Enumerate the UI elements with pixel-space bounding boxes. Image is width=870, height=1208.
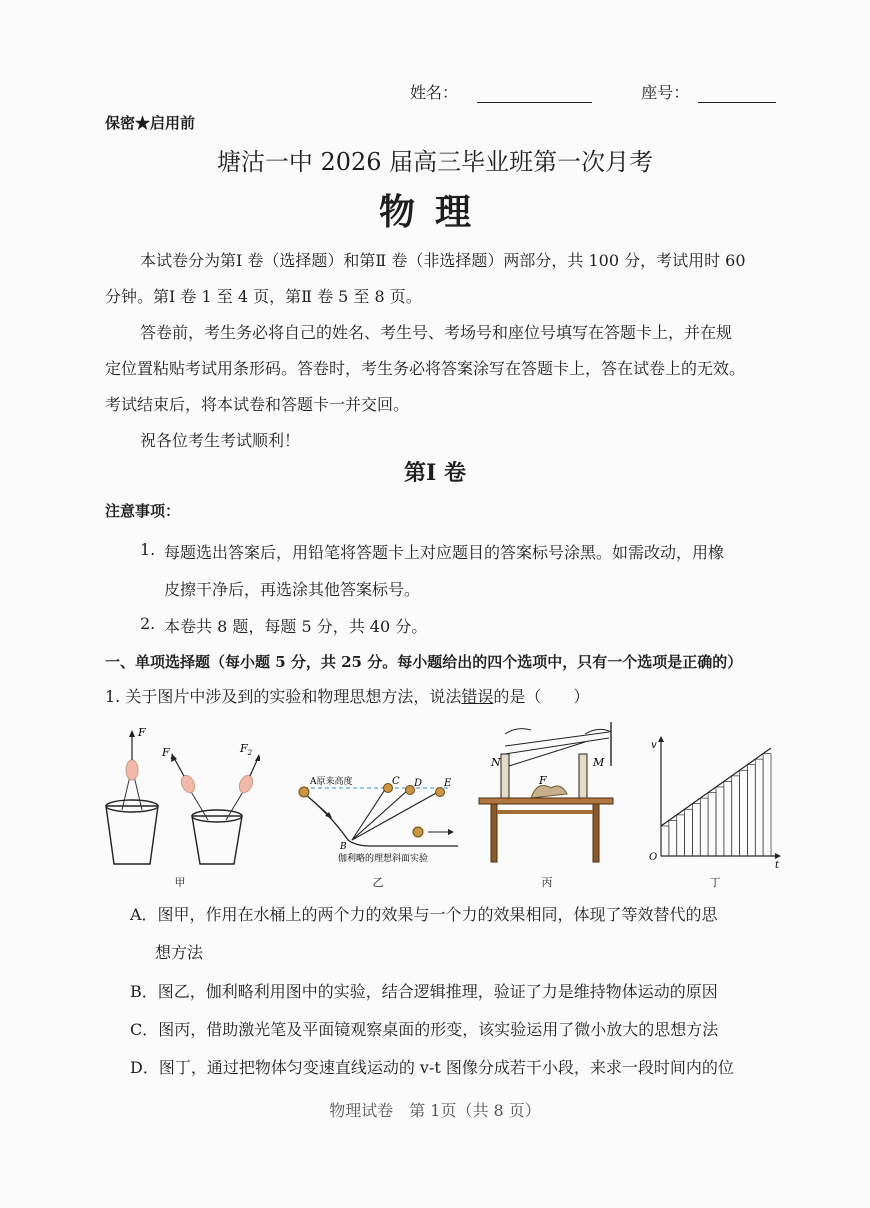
- seat-blank[interactable]: [698, 84, 776, 103]
- option-d: D．图丁，通过把物体匀变速直线运动的 v-t 图像分成若干小段，来求一段时间内的位: [130, 1058, 734, 1077]
- hand-icon: [126, 760, 138, 780]
- figure-yi: [290, 718, 465, 868]
- vt-strip: [763, 754, 771, 856]
- label-f: F: [138, 726, 146, 739]
- vt-strip: [716, 787, 724, 856]
- option-c: C．图丙，借助激光笔及平面镜观察桌面的形变，该实验运用了微小放大的思想方法: [130, 1020, 719, 1039]
- seat-label: 座号：: [641, 83, 690, 102]
- name-row: [410, 80, 776, 103]
- name-label: 姓名：: [410, 83, 459, 102]
- ramp-e: [352, 792, 438, 840]
- volume-title: 第Ⅰ 卷: [404, 460, 466, 486]
- hand-icon: [179, 773, 197, 794]
- label-v: v: [651, 740, 657, 751]
- caption-jia: 甲: [174, 876, 186, 889]
- label-c: C: [392, 776, 400, 787]
- laser-beam: [509, 742, 585, 766]
- figure-bing: [475, 718, 620, 868]
- rotation-arrow: [505, 729, 531, 734]
- subject-title: 物理: [378, 191, 491, 233]
- handle-line: [122, 776, 130, 810]
- ball-icon: [299, 787, 309, 797]
- arrowhead: [255, 754, 260, 761]
- option-a-line1: A．图甲，作用在水桶上的两个力的效果与一个力的效果相同，体现了等效替代的思: [130, 905, 718, 924]
- figure-ding: [645, 718, 785, 868]
- vt-strip: [724, 781, 732, 856]
- table-leg: [491, 804, 497, 862]
- note-1-line1: 每题选出答案后，用铅笔将答题卡上对应题目的答案标号涂黑。如需改动，用橡: [164, 543, 725, 562]
- vt-strip: [708, 793, 716, 856]
- option-b: B．图乙，伽利略利用图中的实验，结合逻辑推理，验证了力是维持物体运动的原因: [130, 982, 718, 1001]
- figure-jia: [100, 718, 260, 868]
- laser-beam: [505, 738, 609, 754]
- hand-icon: [237, 773, 255, 794]
- intro-p1-line2: 分钟。第Ⅰ 卷 1 至 4 页，第Ⅱ 卷 5 至 8 页。: [105, 287, 422, 306]
- label-d: D: [414, 778, 423, 789]
- arrowhead: [129, 730, 135, 737]
- label-f2: $F_2$: [240, 742, 253, 757]
- mirror-m: [579, 754, 587, 798]
- bucket-2: [192, 816, 242, 864]
- intro-p2-line2: 定位置粘贴考试用条形码。答卷时，考生务必将答案涂写在答题卡上，答在试卷上的无效。: [105, 359, 746, 378]
- caption-bing: 丙: [541, 876, 553, 889]
- vt-strips: [661, 754, 771, 856]
- vt-strip: [669, 820, 677, 856]
- note-2-text: 本卷共 8 题，每题 5 分，共 40 分。: [164, 617, 428, 636]
- q1-stem-post: 的是（ ）: [493, 687, 590, 706]
- label-f: F: [539, 774, 547, 787]
- page-footer: 物理试卷 第 1页（共 8 页）: [329, 1101, 541, 1120]
- intro-p3: 祝各位考生考试顺利！: [140, 431, 301, 450]
- note-2-number: 2.: [140, 614, 156, 633]
- vt-strip: [685, 809, 693, 856]
- label-t: t: [775, 860, 780, 868]
- q1-stem-pre: 1. 关于图片中涉及到的实验和物理思想方法，说法: [105, 687, 462, 706]
- handle-line: [134, 776, 142, 810]
- table-leg: [593, 804, 599, 862]
- arrowhead: [448, 829, 454, 835]
- vt-strip: [677, 815, 685, 856]
- vt-strip: [747, 765, 755, 856]
- table-rail: [497, 810, 593, 814]
- arrowhead: [775, 853, 781, 859]
- motion-arrow: [312, 800, 330, 816]
- label-m: M: [593, 756, 605, 769]
- note-1-number: 1.: [140, 540, 156, 559]
- vt-strip: [740, 770, 748, 856]
- vt-strip: [755, 759, 763, 856]
- vt-strip: [692, 804, 700, 856]
- note-1-line2: 皮擦干净后，再选涂其他答案标号。: [164, 580, 421, 599]
- intro-p1-line1: 本试卷分为第Ⅰ 卷（选择题）和第Ⅱ 卷（非选择题）两部分，共 100 分，考试用时 60: [140, 251, 746, 270]
- intro-p2-line1: 答卷前，考生务必将自己的姓名、考生号、考场号和座位号填写在答题卡上，并在规: [140, 323, 733, 342]
- vt-strip: [661, 826, 669, 856]
- ball-icon: [413, 827, 423, 837]
- notes-heading: 注意事项：: [105, 502, 181, 520]
- q1-stem: [105, 684, 589, 707]
- section1-heading: 一、单项选择题（每小题 5 分，共 25 分。每小题给出的四个选项中，只有一个选项是正确的）: [105, 653, 743, 671]
- label-e: E: [444, 778, 452, 789]
- label-o: O: [649, 852, 658, 863]
- vt-strip: [700, 798, 708, 856]
- hand-pressing-icon: [531, 786, 567, 798]
- exam-title: 塘沽一中 2026 届高三毕业班第一次月考: [216, 148, 654, 176]
- name-blank[interactable]: [477, 84, 592, 103]
- caption-yi: 乙: [372, 876, 384, 889]
- vt-strip: [732, 776, 740, 856]
- q1-stem-emphasis: 错误: [461, 687, 494, 706]
- label-galileo: 伽利略的理想斜面实验: [338, 854, 429, 864]
- label-f1: $F_1$: [162, 746, 175, 761]
- confidential-label: 保密★启用前: [105, 114, 196, 132]
- option-a-line2: 想方法: [155, 943, 204, 962]
- table-top: [479, 798, 613, 804]
- arrowhead: [658, 736, 664, 742]
- label-b: B: [340, 842, 347, 852]
- mirror-n: [501, 754, 509, 798]
- bucket-1: [106, 806, 158, 864]
- intro-p2-line3: 考试结束后，将本试卷和答题卡一并交回。: [105, 395, 410, 414]
- force-arrow: [174, 758, 184, 776]
- laser-beam: [505, 732, 609, 746]
- label-orig-height: A原来高度: [310, 777, 353, 787]
- label-n: N: [491, 756, 501, 769]
- caption-ding: 丁: [709, 876, 721, 889]
